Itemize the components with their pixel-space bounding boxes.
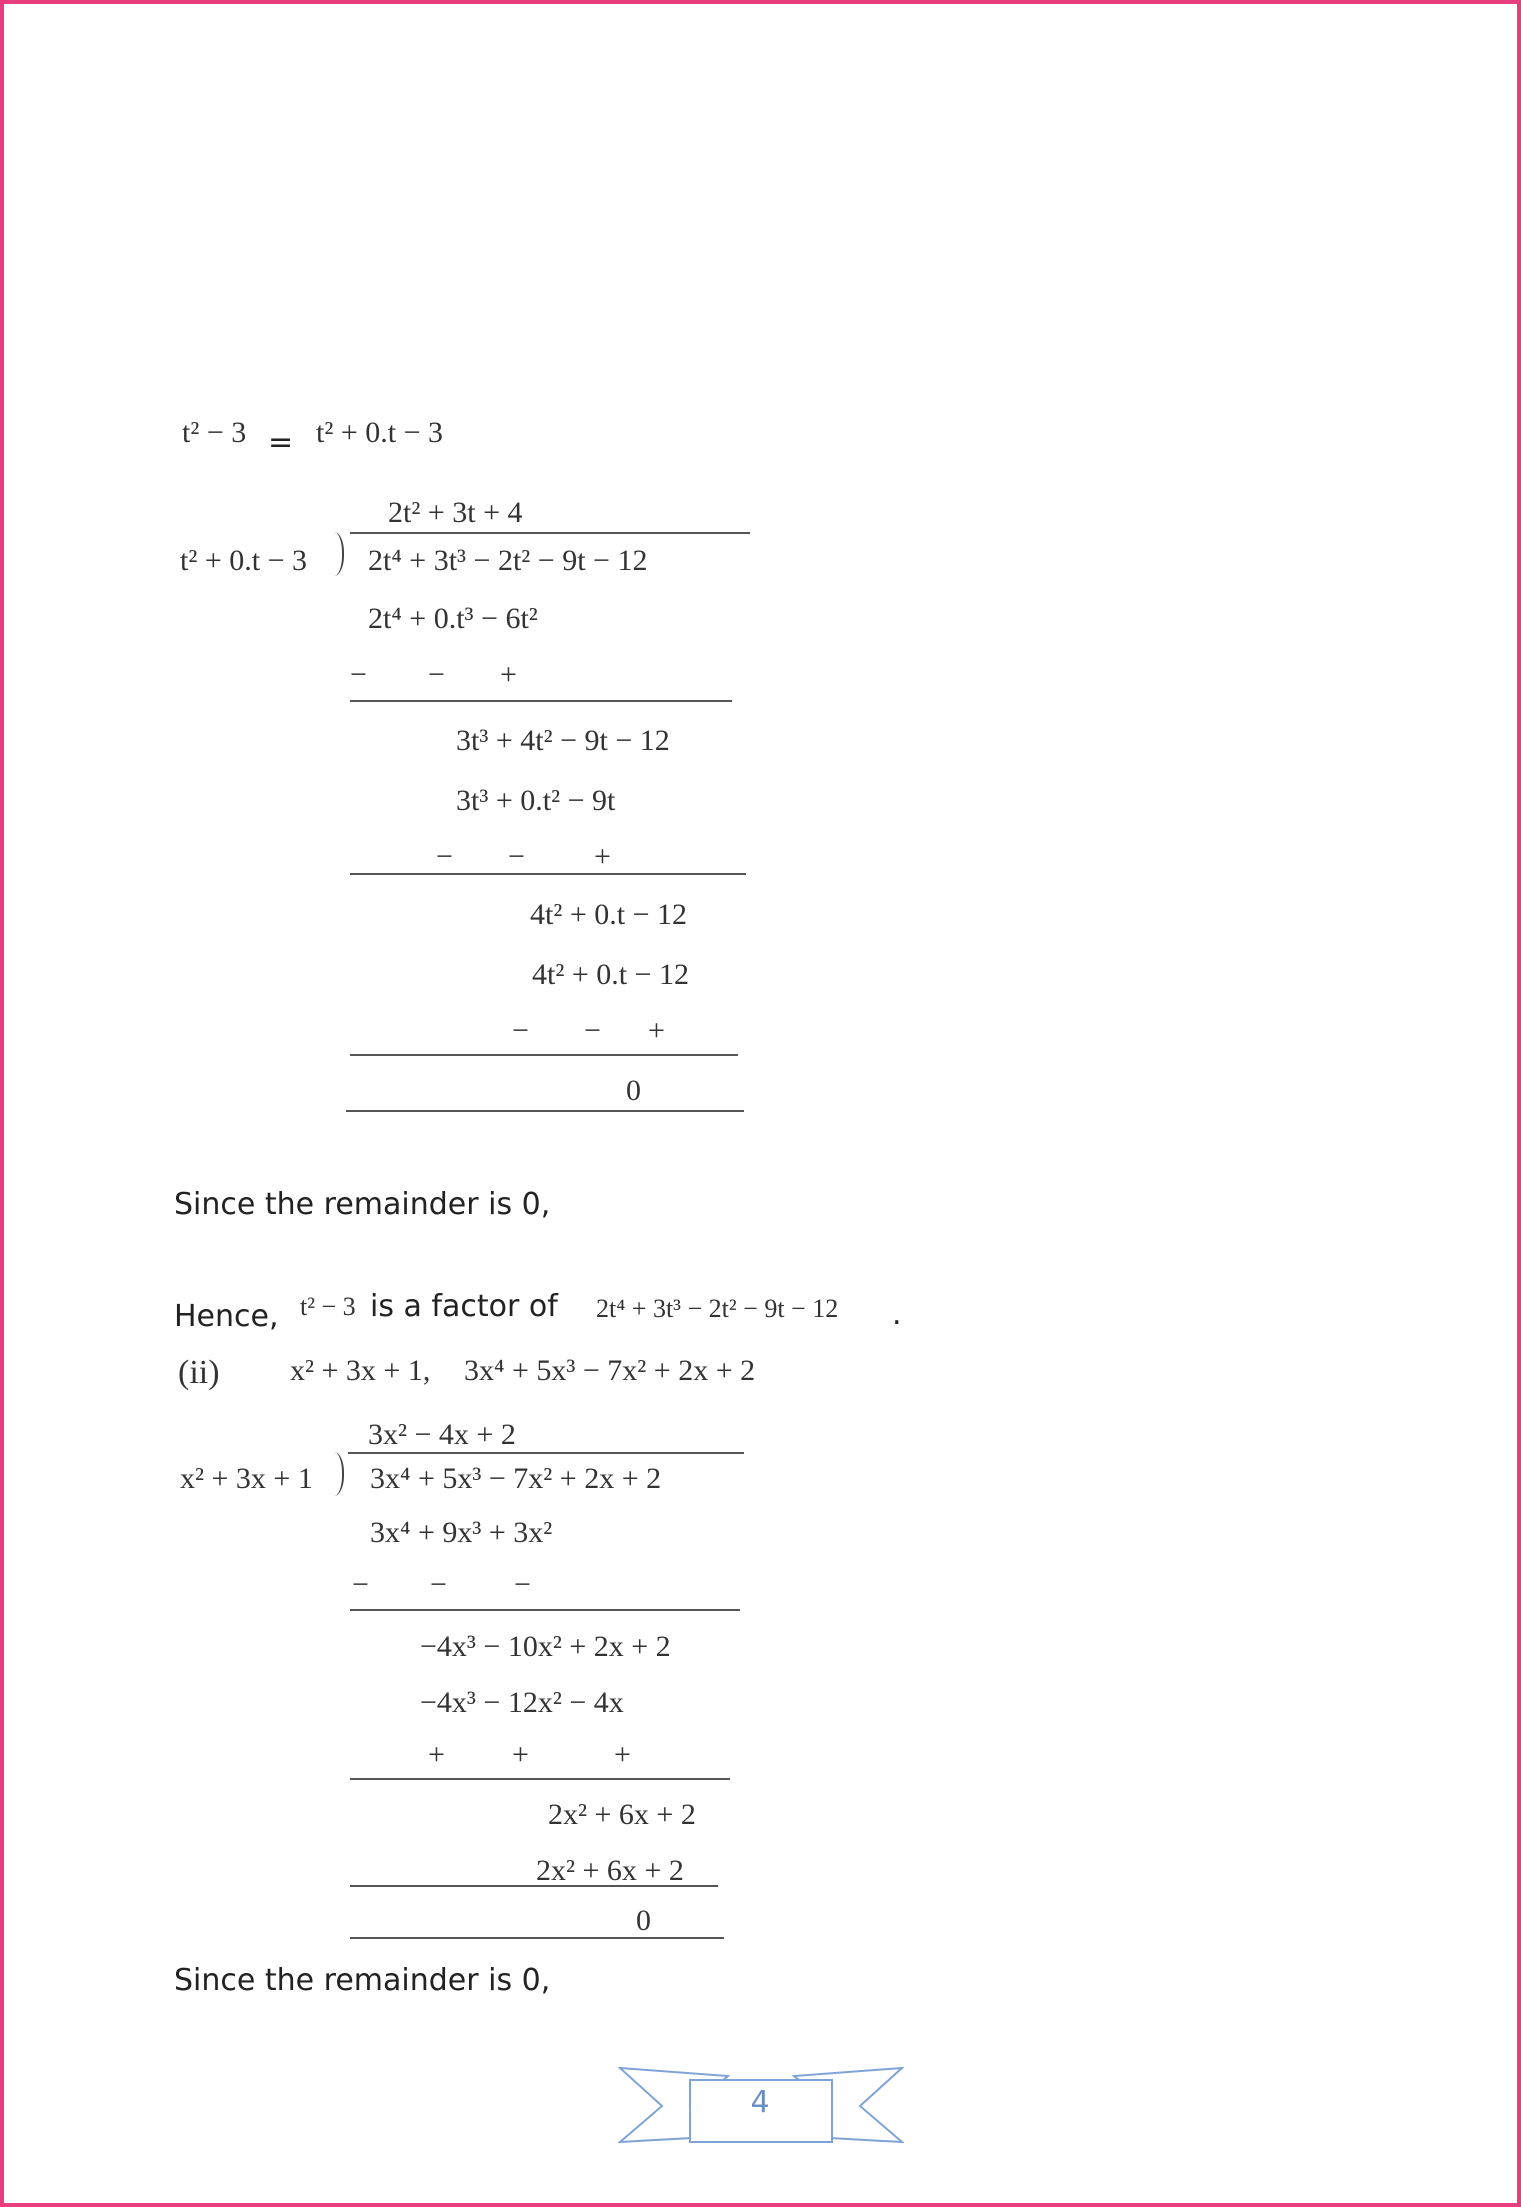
conclusion-factor: t² − 3	[300, 1292, 356, 1321]
sign: −	[428, 658, 445, 691]
subtract-row-5: −4x³ − 12x² − 4x	[420, 1686, 624, 1719]
quotient-2: 3x² − 4x + 2	[368, 1418, 516, 1451]
remainder-2: 0	[636, 1904, 651, 1937]
result-row-5: 2x² + 6x + 2	[548, 1798, 696, 1831]
sign: −	[350, 658, 367, 691]
subtract-row-1: 2t⁴ + 0.t³ − 6t²	[368, 602, 538, 635]
sign: +	[428, 1738, 445, 1771]
part-ii-label: (ii)	[178, 1354, 220, 1391]
sign: −	[352, 1568, 369, 1601]
dividend-1: 2t⁴ + 3t³ − 2t² − 9t − 12	[368, 544, 648, 577]
rule-2	[350, 873, 746, 875]
remainder-1: 0	[626, 1074, 641, 1107]
sign: +	[614, 1738, 631, 1771]
rule-6	[350, 1778, 730, 1780]
sign: +	[512, 1738, 529, 1771]
sign: −	[512, 1014, 529, 1047]
result-row-1: 3t³ + 4t² − 9t − 12	[456, 724, 670, 757]
vinculum-1	[350, 532, 750, 534]
intro-equals: =	[268, 425, 294, 460]
intro-rhs: t² + 0.t − 3	[316, 416, 444, 449]
sign: +	[594, 840, 611, 873]
sign: −	[430, 1568, 447, 1601]
sign: −	[584, 1014, 601, 1047]
subtract-row-6: 2x² + 6x + 2	[536, 1854, 684, 1887]
rule-1	[350, 700, 732, 702]
subtract-row-3: 4t² + 0.t − 12	[532, 958, 690, 991]
sign: +	[648, 1014, 665, 1047]
dividend-2: 3x⁴ + 5x³ − 7x² + 2x + 2	[370, 1462, 662, 1495]
vinculum-2	[348, 1452, 744, 1454]
sign: −	[436, 840, 453, 873]
rule-7	[350, 1885, 718, 1887]
rule-5	[350, 1609, 740, 1611]
sign: −	[514, 1568, 531, 1601]
result-row-2: 4t² + 0.t − 12	[530, 898, 688, 931]
rule-8	[350, 1937, 724, 1939]
conclusion-polynomial: 2t⁴ + 3t³ − 2t² − 9t − 12	[596, 1294, 839, 1323]
subtract-row-4: 3x⁴ + 9x³ + 3x²	[370, 1516, 553, 1549]
intro-lhs: t² − 3	[182, 416, 247, 449]
conclusion-suffix: .	[892, 1297, 902, 1332]
conclusion-middle: is a factor of	[370, 1289, 558, 1324]
subtract-row-2: 3t³ + 0.t² − 9t	[456, 784, 616, 817]
page-number: 4	[750, 2085, 770, 2120]
quotient-1: 2t² + 3t + 4	[388, 496, 523, 529]
remainder-statement-2: Since the remainder is 0,	[174, 1963, 551, 1998]
rule-3	[350, 1054, 738, 1056]
remainder-statement-1: Since the remainder is 0,	[174, 1187, 551, 1222]
sign: −	[508, 840, 525, 873]
part-ii-divisor: x² + 3x + 1,	[290, 1354, 431, 1387]
conclusion-prefix: Hence,	[174, 1299, 279, 1334]
part-ii-dividend: 3x⁴ + 5x³ − 7x² + 2x + 2	[464, 1354, 756, 1387]
divisor-2: x² + 3x + 1	[180, 1462, 313, 1495]
rule-4	[346, 1110, 744, 1112]
result-row-4: −4x³ − 10x² + 2x + 2	[420, 1630, 671, 1663]
divisor-1: t² + 0.t − 3	[180, 544, 308, 577]
sign: +	[500, 658, 517, 691]
